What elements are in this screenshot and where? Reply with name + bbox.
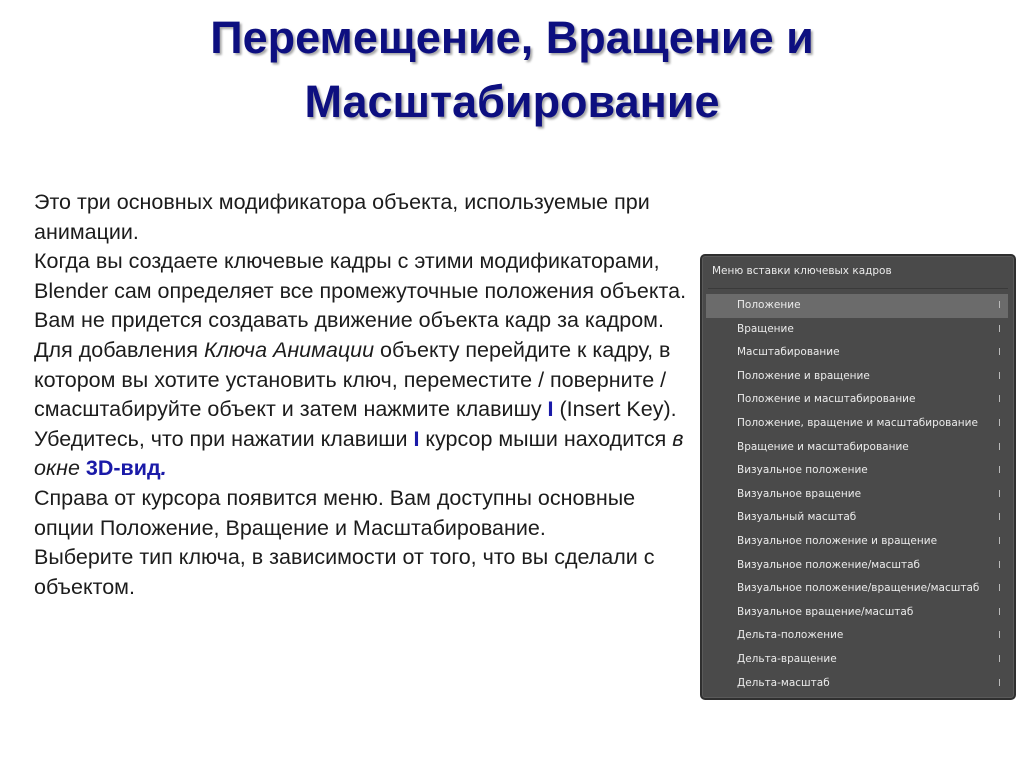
menu-item-shortcut: I [998, 559, 1001, 571]
body-text [34, 188, 694, 602]
menu-item-shortcut: I [998, 630, 1001, 642]
menu-item-shortcut: I [998, 323, 1001, 335]
menu-header: Меню вставки ключевых кадров [712, 265, 892, 277]
text-period: . [160, 456, 167, 481]
text-segment: (Insert Key). Убедитесь, что при нажатии клавиши [34, 397, 677, 451]
title-line-2: Масштабирование [304, 76, 720, 127]
menu-item[interactable] [706, 624, 1008, 648]
menu-item[interactable] [706, 459, 1008, 483]
menu-item-shortcut: I [998, 441, 1001, 453]
menu-item-label: Положение и масштабирование [737, 393, 916, 406]
menu-item-shortcut: I [998, 583, 1001, 595]
menu-item-label: Визуальное вращение [737, 487, 862, 500]
menu-item-label: Визуальное положение/масштаб [737, 558, 921, 571]
menu-item-shortcut: I [998, 300, 1001, 311]
menu-item-label: Дельта-масштаб [737, 676, 830, 689]
menu-divider [708, 288, 1008, 289]
text-italic: в окне [34, 426, 684, 481]
menu-item-label: Визуальное положение и вращение [737, 534, 938, 547]
menu-item[interactable] [706, 388, 1008, 412]
menu-item-label: Визуальное положение [737, 464, 868, 477]
paragraph-choose-key: Выберите тип ключа, в зависимости от того, что вы сделали с объектом. [34, 545, 655, 599]
insert-keyframe-menu [700, 254, 1016, 700]
menu-item-shortcut: I [998, 370, 1001, 382]
menu-item[interactable] [706, 554, 1008, 578]
title-line-1: Перемещение, Вращение и [210, 12, 814, 63]
menu-item-shortcut: I [998, 347, 1001, 359]
menu-item-shortcut: I [998, 512, 1001, 524]
slide-title [0, 6, 1024, 134]
key-i-highlight: I [547, 397, 554, 422]
menu-item-label: Положение, вращение и масштабирование [737, 416, 978, 429]
menu-item-shortcut: I [998, 677, 1001, 689]
menu-item-label: Визуальное положение/вращение/масштаб [737, 582, 980, 595]
menu-item[interactable] [706, 412, 1008, 436]
menu-item[interactable] [706, 318, 1008, 342]
menu-item[interactable] [706, 506, 1008, 530]
menu-item-label: Масштабирование [737, 346, 840, 359]
menu-item[interactable] [706, 294, 1008, 318]
menu-item-label: Положение и вращение [737, 369, 870, 382]
text-segment: объекту перейдите к кадру, в котором вы хотите установить ключ, переместите / поверните / смасштабируйте объект и затем нажмите клавишу [34, 337, 671, 422]
menu-items-list [706, 294, 1008, 695]
menu-item[interactable] [706, 436, 1008, 460]
menu-item-label: Визуальное вращение/масштаб [737, 605, 914, 618]
menu-item-shortcut: I [998, 488, 1001, 500]
paragraph-menu-appears: Справа от курсора появится меню. Вам доступны основные опции Положение, Вращение и Масштабирование. [34, 485, 636, 540]
menu-item-shortcut: I [998, 465, 1001, 477]
menu-item-shortcut: I [998, 653, 1001, 665]
term-3d-view: 3D-вид [85, 456, 161, 481]
menu-item-label: Вращение и масштабирование [737, 440, 909, 453]
text-segment: курсор мыши находится [419, 426, 673, 451]
paragraph-keyframes: Когда вы создаете ключевые кадры с этими модификаторами, Blender сам определяет все промежуточные положения объекта. Вам не придется создавать движение объекта кадр за кадром. [34, 249, 687, 333]
menu-item-shortcut: I [998, 535, 1001, 547]
menu-item-label: Дельта-положение [737, 629, 844, 642]
term-animation-key: Ключа Анимации [203, 337, 375, 362]
menu-item-label: Положение [737, 299, 801, 311]
key-i-highlight: I [413, 426, 420, 451]
menu-item-label: Вращение [737, 322, 794, 335]
menu-item[interactable] [706, 483, 1008, 507]
menu-item-shortcut: I [998, 394, 1001, 406]
paragraph-add-key [34, 336, 694, 484]
menu-item[interactable] [706, 672, 1008, 696]
menu-item[interactable] [706, 365, 1008, 389]
menu-item[interactable] [706, 577, 1008, 601]
menu-item[interactable] [706, 648, 1008, 672]
menu-item-shortcut: I [998, 417, 1001, 429]
menu-item[interactable] [706, 601, 1008, 625]
menu-item-shortcut: I [998, 606, 1001, 618]
menu-item-label: Визуальный масштаб [737, 511, 857, 524]
menu-item[interactable] [706, 530, 1008, 554]
text-segment: Для добавления [34, 337, 204, 362]
paragraph-intro: Это три основных модификатора объекта, используемые при анимации. [34, 190, 650, 244]
menu-item-label: Дельта-вращение [737, 652, 837, 665]
menu-item[interactable] [706, 341, 1008, 365]
